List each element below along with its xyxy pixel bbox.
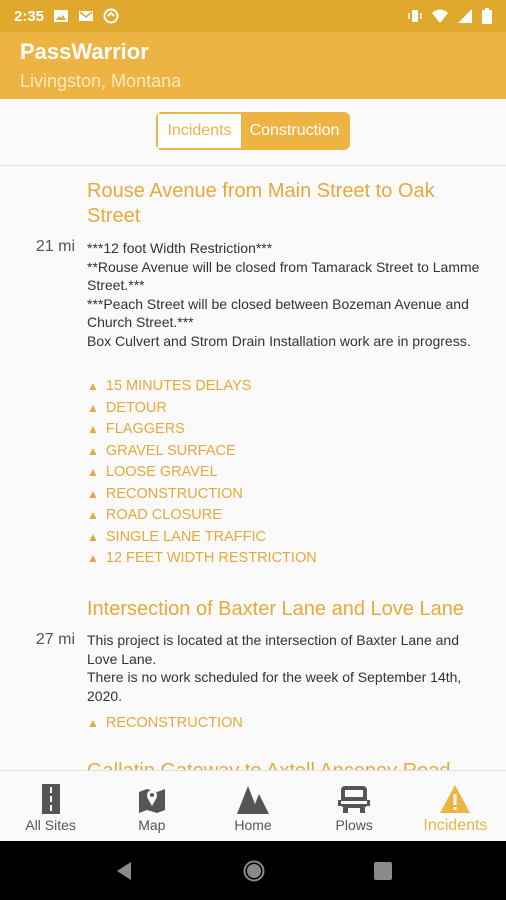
warning-triangle-icon: ▲: [87, 508, 99, 522]
tag-item: [87, 462, 487, 484]
mountain-icon: [237, 784, 269, 814]
tag-item: [87, 527, 487, 549]
recents-icon[interactable]: [373, 861, 393, 881]
warning-triangle-icon: ▲: [87, 551, 99, 565]
battery-icon: [482, 8, 492, 24]
status-time: 2:35: [14, 7, 45, 25]
segment-bar: [0, 99, 506, 166]
tag-item: [87, 441, 487, 463]
nav-label: All Sites: [25, 817, 76, 833]
tag-item: [87, 398, 487, 420]
nav-label: Map: [138, 817, 166, 833]
status-bar: [0, 0, 506, 32]
nav-label: Plows: [335, 817, 373, 833]
nav-map[interactable]: [101, 771, 202, 841]
warning-triangle-icon: ▲: [87, 465, 99, 479]
road-icon: [41, 784, 61, 814]
bottom-navigation: [0, 770, 506, 841]
warning-icon: [439, 784, 471, 814]
photo-icon: [53, 8, 69, 24]
gmail-icon: [78, 8, 94, 24]
vibrate-icon: [407, 8, 423, 24]
home-icon[interactable]: [242, 859, 266, 883]
tag-item: [87, 419, 487, 441]
warning-triangle-icon: ▲: [87, 716, 99, 730]
tag-label: 12 FEET WIDTH RESTRICTION: [105, 550, 317, 566]
map-icon: [137, 784, 167, 814]
plow-truck-icon: [338, 784, 370, 814]
nav-label: Incidents: [423, 817, 488, 834]
entry-title: Rouse Avenue from Main Street to Oak Street: [87, 180, 435, 227]
nav-incidents[interactable]: [405, 771, 506, 841]
tag-label: GRAVEL SURFACE: [105, 442, 236, 459]
tag-label: ROAD CLOSURE: [105, 507, 222, 523]
entry-description: This project is located at the intersection of Baxter Lane and Love Lane. There is no work scheduled for the week of September 14th, 2020.: [87, 632, 462, 704]
tag-label: FLAGGERS: [105, 421, 185, 437]
incident-type-segment: [156, 112, 350, 150]
warning-triangle-icon: ▲: [87, 486, 99, 501]
warning-triangle-icon: ▲: [87, 443, 99, 458]
app-bar: [0, 32, 506, 99]
entry-distance: 27 mi: [35, 631, 75, 648]
segment-construction-button[interactable]: Construction: [241, 114, 348, 148]
sync-icon: [103, 8, 119, 24]
tag-label: RECONSTRUCTION: [105, 485, 243, 502]
tag-item: [87, 376, 487, 398]
tag-label: DETOUR: [105, 399, 167, 416]
app-title: PassWarrior: [20, 39, 149, 64]
entry-tags: [87, 376, 487, 570]
construction-list[interactable]: [0, 166, 506, 770]
tag-item: [87, 713, 487, 735]
tag-item: [87, 484, 487, 506]
tag-item: [87, 548, 487, 570]
warning-triangle-icon: ▲: [87, 529, 99, 544]
segment-incidents-button[interactable]: Incidents: [158, 114, 241, 148]
nav-plows[interactable]: [304, 771, 405, 841]
warning-triangle-icon: ▲: [87, 400, 99, 415]
nav-label: Home: [234, 817, 272, 833]
warning-triangle-icon: ▲: [87, 422, 99, 436]
back-icon[interactable]: [113, 860, 135, 882]
nav-all-sites[interactable]: [0, 771, 101, 841]
warning-triangle-icon: ▲: [87, 379, 99, 393]
tag-label: SINGLE LANE TRAFFIC: [105, 528, 266, 545]
tag-label: LOOSE GRAVEL: [105, 464, 218, 480]
signal-icon: [457, 8, 473, 24]
entry-title: Intersection of Baxter Lane and Love Lane: [87, 598, 464, 620]
tag-item: [87, 505, 487, 527]
location-subtitle: Livingston, Montana: [20, 71, 182, 91]
wifi-icon: [432, 8, 448, 24]
entry-description: ***12 foot Width Restriction*** **Rouse Avenue will be closed from Tamarack Street to Lamme Street.*** ***Peach Street will be closed between Bozeman Avenue and Church Street.*** Box Culvert and Strom Drain Installation work are in progress.: [87, 240, 480, 349]
nav-home[interactable]: [202, 771, 303, 841]
entry-tags: [87, 713, 487, 735]
tag-label: 15 MINUTES DELAYS: [105, 378, 252, 394]
system-navigation-bar: [0, 841, 506, 900]
entry-distance: 21 mi: [35, 238, 75, 255]
tag-label: RECONSTRUCTION: [105, 715, 243, 731]
